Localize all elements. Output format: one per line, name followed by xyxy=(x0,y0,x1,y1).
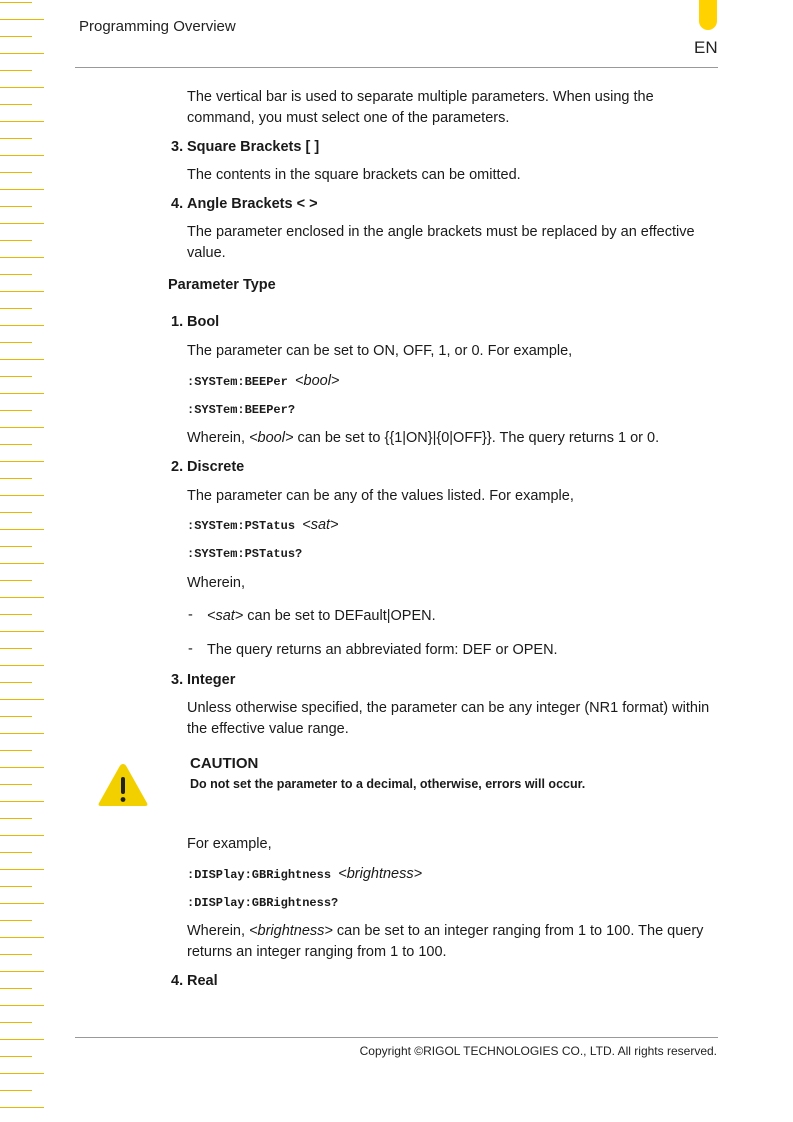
integer-code-query: :DISPlay:GBRightness? xyxy=(187,896,339,910)
ruler-tick xyxy=(0,36,32,37)
discrete-bullet-marker-2: - xyxy=(188,641,193,657)
angle-brackets-text-line1: The parameter enclosed in the angle brackets must be replaced by an effective xyxy=(187,224,695,240)
bool-code-query: :SYSTem:BEEPer? xyxy=(187,403,296,417)
integer-code-param: <brightness> xyxy=(338,866,423,882)
discrete-code-command xyxy=(187,517,339,533)
bool-heading: Bool xyxy=(187,314,220,330)
ruler-tick xyxy=(0,818,32,819)
language-tab xyxy=(699,0,717,30)
ruler-tick xyxy=(0,155,44,156)
ruler-tick xyxy=(0,699,44,700)
ruler-tick xyxy=(0,104,32,105)
square-brackets-text: The contents in the square brackets can be omitted. xyxy=(187,167,521,183)
integer-heading: Integer xyxy=(187,672,236,688)
ruler-tick xyxy=(0,988,32,989)
bool-wherein-suffix: can be set to {{1|ON}|{0|OFF}}. The query returns 1 or 0. xyxy=(293,430,660,446)
ruler-tick xyxy=(0,189,44,190)
integer-wherein-param: <brightness> xyxy=(249,923,333,939)
ruler-tick xyxy=(0,1090,32,1091)
footer-divider xyxy=(75,1037,718,1038)
angle-brackets-number: 4. xyxy=(171,196,184,212)
ruler-tick xyxy=(0,1005,44,1006)
discrete-bullet-1-text: can be set to DEFault|OPEN. xyxy=(243,608,436,624)
ruler-tick xyxy=(0,172,32,173)
discrete-wherein: Wherein, xyxy=(187,575,246,591)
angle-brackets-heading: Angle Brackets < > xyxy=(187,196,318,212)
ruler-tick xyxy=(0,733,44,734)
discrete-bullet-marker-1: - xyxy=(188,607,193,623)
ruler-tick xyxy=(0,869,44,870)
ruler-tick xyxy=(0,801,44,802)
vertical-bar-text-line1: The vertical bar is used to separate multiple parameters. When using the xyxy=(187,89,654,105)
ruler-tick xyxy=(0,2,32,3)
ruler-tick xyxy=(0,427,44,428)
integer-number: 3. xyxy=(171,672,184,688)
ruler-tick xyxy=(0,631,44,632)
ruler-tick xyxy=(0,529,44,530)
footer-copyright: Copyright ©RIGOL TECHNOLOGIES CO., LTD. All rights reserved. xyxy=(359,1044,717,1058)
square-brackets-heading: Square Brackets [ ] xyxy=(187,139,320,155)
ruler-tick xyxy=(0,563,44,564)
integer-text-line1: Unless otherwise specified, the parameter can be any integer (NR1 format) within xyxy=(187,700,710,716)
caution-title: CAUTION xyxy=(190,755,259,772)
ruler-tick xyxy=(0,1022,32,1023)
ruler-tick xyxy=(0,478,32,479)
ruler-tick xyxy=(0,376,32,377)
discrete-heading: Discrete xyxy=(187,459,245,475)
bool-wherein xyxy=(187,428,659,449)
ruler-tick xyxy=(0,886,32,887)
integer-wherein-line2: returns an integer ranging from 1 to 100. xyxy=(187,944,447,960)
discrete-code-query: :SYSTem:PSTatus? xyxy=(187,547,303,561)
ruler-tick xyxy=(0,240,32,241)
ruler-tick xyxy=(0,614,32,615)
discrete-bullet-1-param: <sat> xyxy=(207,608,244,624)
discrete-bullet-1 xyxy=(207,606,436,627)
discrete-bullet-2: The query returns an abbreviated form: DEF or OPEN. xyxy=(207,642,558,658)
ruler-tick xyxy=(0,19,44,20)
language-label: EN xyxy=(694,38,718,57)
integer-code-text: :DISPlay:GBRightness xyxy=(187,868,332,882)
ruler-tick xyxy=(0,308,32,309)
ruler-tick xyxy=(0,1073,44,1074)
ruler-tick xyxy=(0,784,32,785)
integer-text-line2: the effective value range. xyxy=(187,721,349,737)
ruler-tick xyxy=(0,444,32,445)
ruler-tick xyxy=(0,87,44,88)
ruler-tick xyxy=(0,70,32,71)
ruler-tick xyxy=(0,138,32,139)
square-brackets-number: 3. xyxy=(171,139,184,155)
page-edge-ruler xyxy=(0,0,48,1122)
ruler-tick xyxy=(0,835,44,836)
ruler-tick xyxy=(0,257,44,258)
bool-code-command xyxy=(187,373,339,389)
integer-wherein-prefix: Wherein, xyxy=(187,923,250,939)
ruler-tick xyxy=(0,121,44,122)
ruler-tick xyxy=(0,495,44,496)
bool-code-text: :SYSTem:BEEPer xyxy=(187,375,288,389)
ruler-tick xyxy=(0,206,32,207)
ruler-tick xyxy=(0,410,32,411)
ruler-tick xyxy=(0,852,32,853)
page-header-title: Programming Overview xyxy=(79,18,236,35)
bool-code-param: <bool> xyxy=(295,373,340,389)
ruler-tick xyxy=(0,512,32,513)
discrete-code-text: :SYSTem:PSTatus xyxy=(187,519,296,533)
ruler-tick xyxy=(0,1039,44,1040)
ruler-tick xyxy=(0,597,44,598)
discrete-code-param: <sat> xyxy=(302,517,339,533)
ruler-tick xyxy=(0,359,44,360)
bool-description: The parameter can be set to ON, OFF, 1, or 0. For example, xyxy=(187,343,573,359)
integer-code-command xyxy=(187,866,422,882)
discrete-number: 2. xyxy=(171,459,184,475)
ruler-tick xyxy=(0,546,32,547)
bool-wherein-param: <bool> xyxy=(249,430,294,446)
ruler-tick xyxy=(0,750,32,751)
ruler-tick xyxy=(0,274,32,275)
ruler-tick xyxy=(0,767,44,768)
bool-wherein-prefix: Wherein, xyxy=(187,430,250,446)
ruler-tick xyxy=(0,1107,44,1108)
parameter-type-heading: Parameter Type xyxy=(168,277,276,293)
ruler-tick xyxy=(0,665,44,666)
integer-wherein-line1 xyxy=(187,921,703,942)
real-heading: Real xyxy=(187,973,218,989)
ruler-tick xyxy=(0,682,32,683)
integer-example-label: For example, xyxy=(187,836,272,852)
ruler-tick xyxy=(0,325,44,326)
caution-warning-icon xyxy=(96,761,150,809)
ruler-tick xyxy=(0,393,44,394)
bool-number: 1. xyxy=(171,314,184,330)
ruler-tick xyxy=(0,223,44,224)
real-number: 4. xyxy=(171,973,184,989)
ruler-tick xyxy=(0,954,32,955)
vertical-bar-text-line2: command, you must select one of the parameters. xyxy=(187,110,510,126)
caution-text: Do not set the parameter to a decimal, otherwise, errors will occur. xyxy=(190,777,586,791)
discrete-description: The parameter can be any of the values listed. For example, xyxy=(187,488,574,504)
ruler-tick xyxy=(0,920,32,921)
ruler-tick xyxy=(0,342,32,343)
ruler-tick xyxy=(0,903,44,904)
ruler-tick xyxy=(0,461,44,462)
ruler-tick xyxy=(0,580,32,581)
header-divider xyxy=(75,67,718,68)
ruler-tick xyxy=(0,53,44,54)
ruler-tick xyxy=(0,937,44,938)
ruler-tick xyxy=(0,716,32,717)
ruler-tick xyxy=(0,971,44,972)
ruler-tick xyxy=(0,1056,32,1057)
ruler-tick xyxy=(0,648,32,649)
angle-brackets-text-line2: value. xyxy=(187,245,226,261)
integer-wherein-suffix: can be set to an integer ranging from 1 to 100. The query xyxy=(332,923,704,939)
ruler-tick xyxy=(0,291,44,292)
